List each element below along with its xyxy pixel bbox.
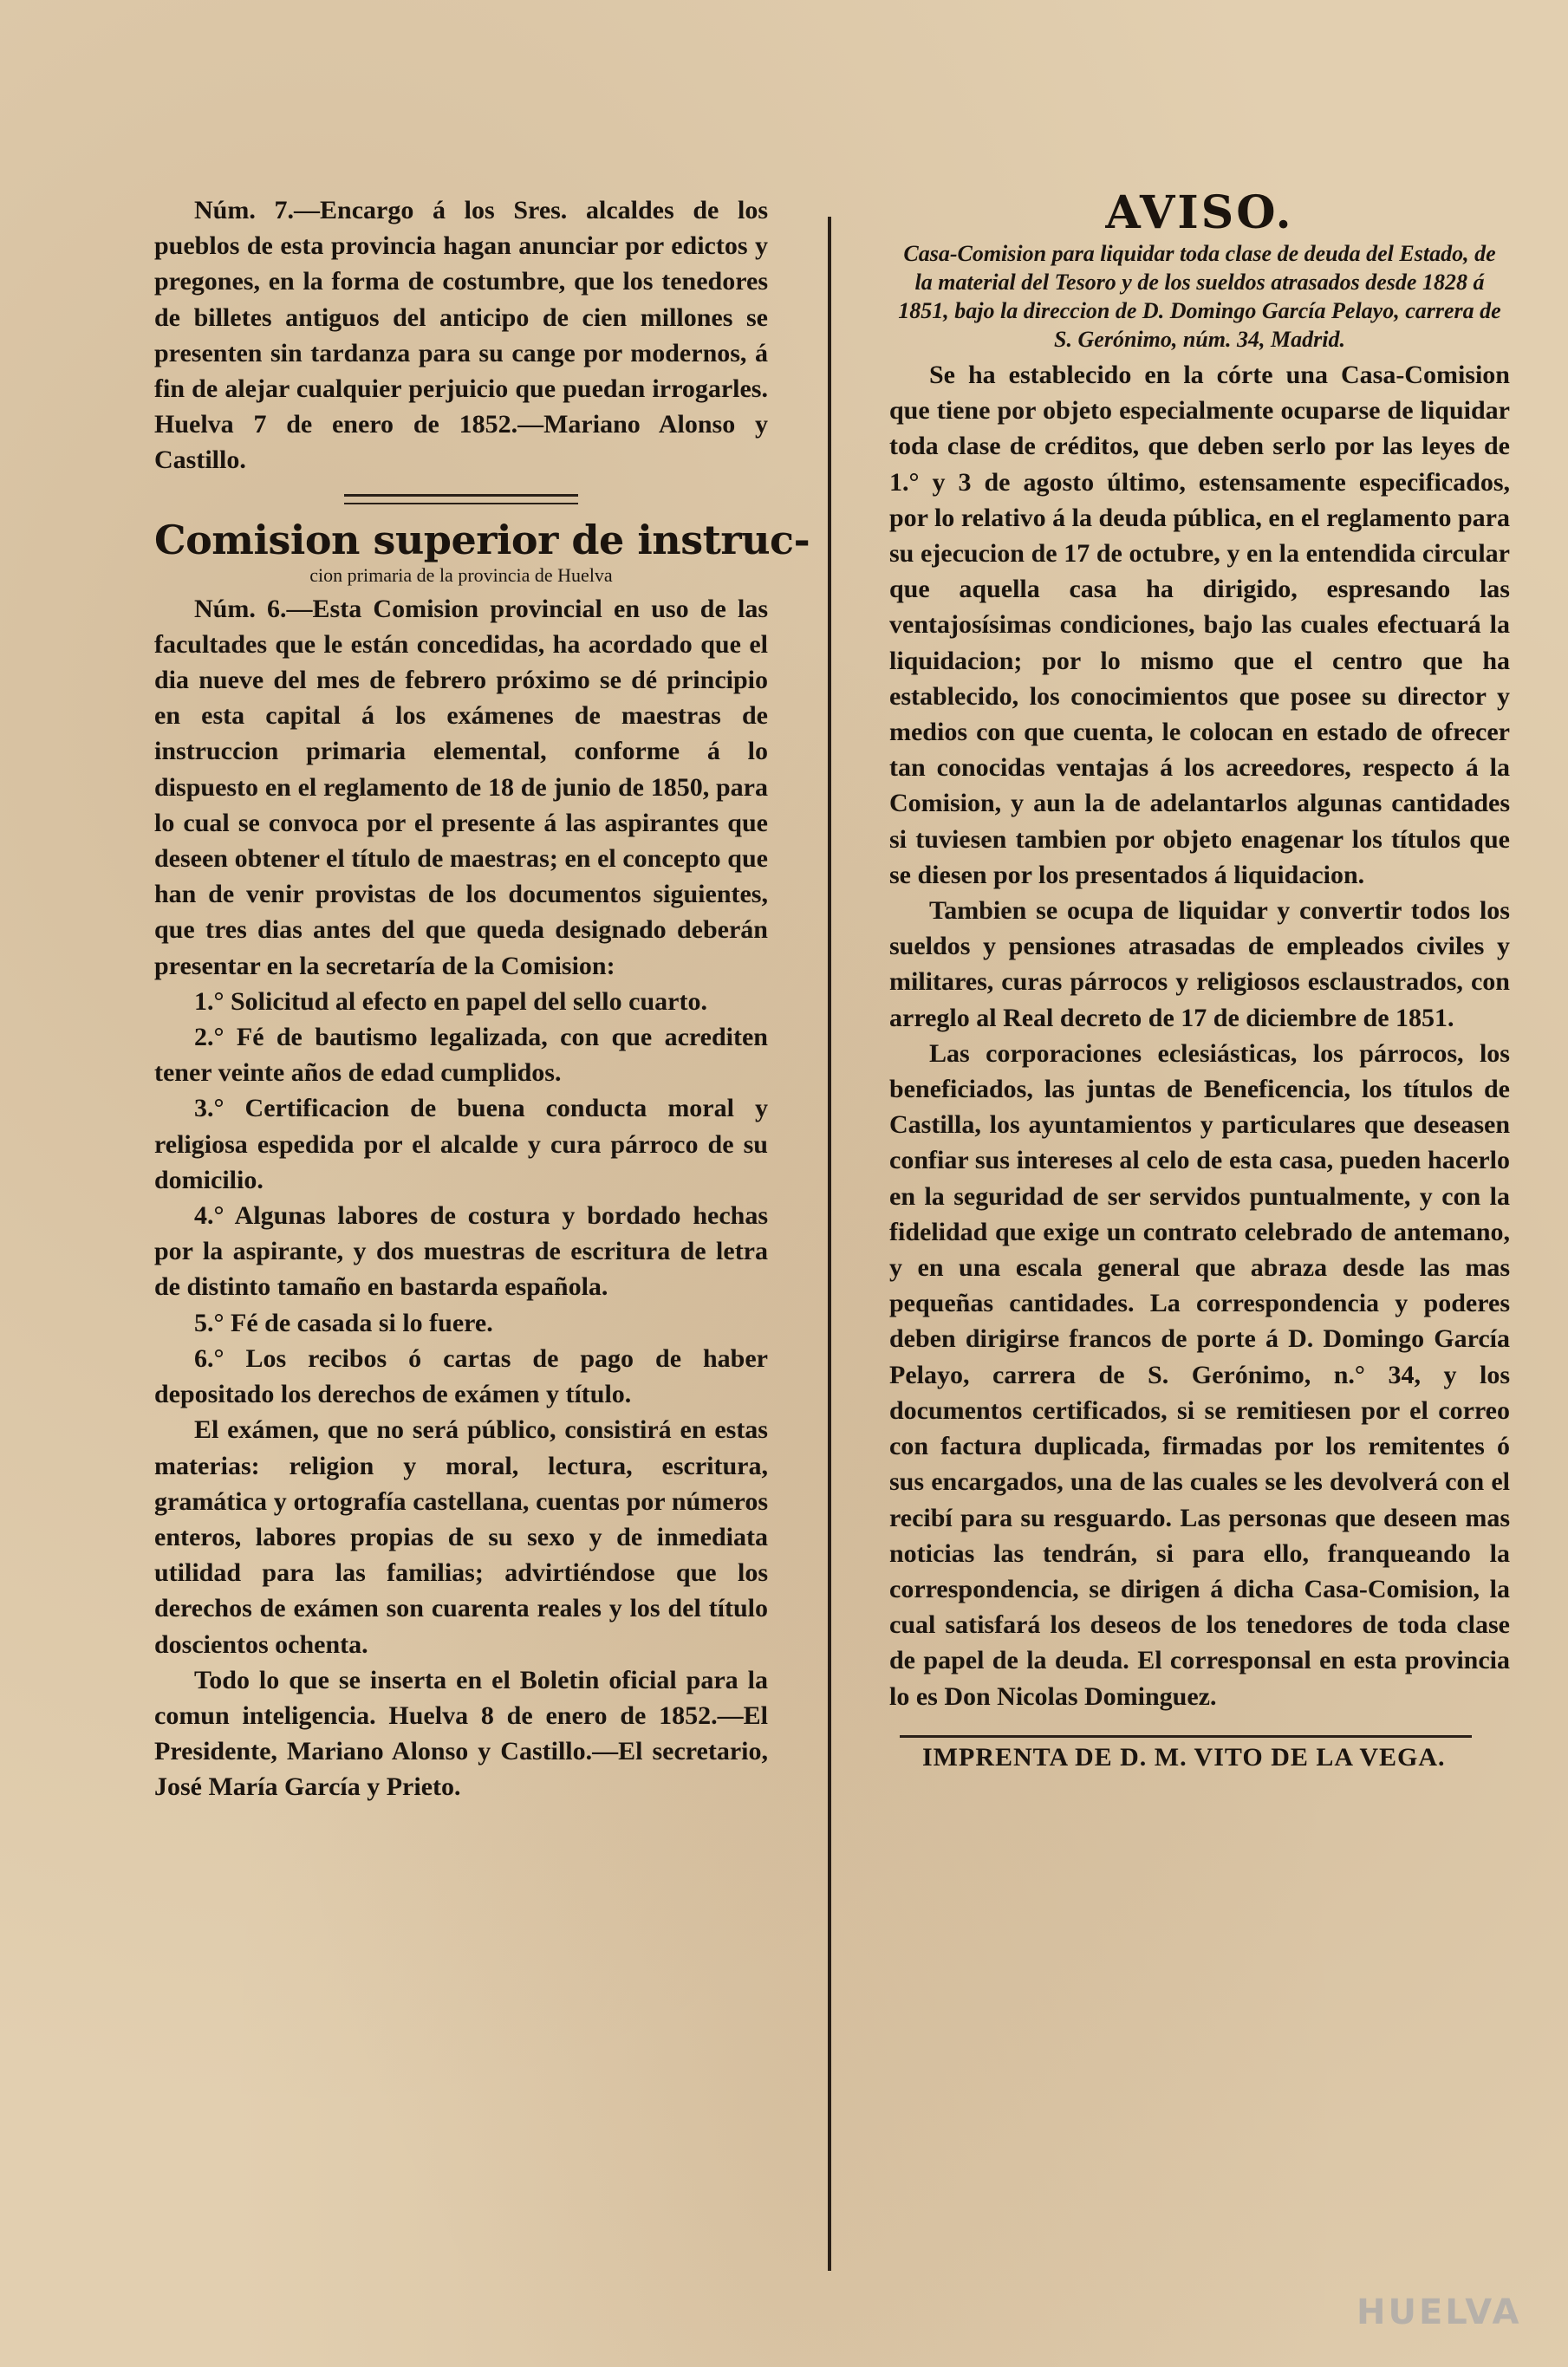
aviso-paragraph-2: Tambien se ocupa de liquidar y convertir todos los sueldos y pensiones atrasadas de empleados civiles y militares, curas párrocos y religiosos esclaustrados, con arreglo al Real decreto de 17 de diciembre de 1851. (889, 896, 1510, 1032)
column-divider (828, 217, 831, 2271)
closing-paragraph: Todo lo que se inserta en el Boletin oficial para la comun inteligencia. Huelva 8 de enero de 1852.—El Presidente, Mariano Alonso y Castillo.—El secretario, José María García y Prieto. (154, 1665, 768, 1802)
notice-num7: Núm. 7.—Encargo á los Sres. alcaldes de los pueblos de esta provincia hagan anunciar por edictos y pregones, en la forma de costumbre, que los tenedores de billetes antiguos del anticipo de cien millones se presenten sin tardanza para su cange por modernos, á fin de alejar cualquier perjuicio que puedan irrogarles. Huelva 7 de enero de 1852.—Mariano Alonso y Castillo. (154, 196, 768, 475)
aviso-heading: AVISO. (1105, 186, 1294, 239)
requirement-item: 3.° Certificacion de buena conducta moral y religiosa espedida por el alcalde y cura párroco de su domicilio. (154, 1094, 768, 1194)
requirement-item: 5.° Fé de casada si lo fuere. (194, 1308, 493, 1337)
aviso-paragraph-3: Las corporaciones eclesiásticas, los párrocos, los beneficiados, las juntas de Beneficencia, los títulos de Castilla, los ayuntamientos y particulares que deseasen confiar sus intereses al celo de esta casa, pueden hacerlo en la seguridad de ser servidos puntualmente, y con la fidelidad que exige un contrato celebrado de antemano, y en una escala general que abraza desde las mas pequeñas cantidades. La correspondencia y poderes deben dirigirse francos de porte á D. Domingo García Pelayo, carrera de S. Gerónimo, n.° 34, y los documentos certificados, si se remitiesen por el correo con factura duplicada, firmadas por los remitentes ó sus encargados, una de las cuales se les devolverá con el recibí para su resguardo. Las personas que deseen mas noticias las tendrán, si para ello, franqueando la correspondencia, se dirigen á dicha Casa-Comision, la cual satisfará los deseos de los tenedores de toda clase de papel de la deuda. El corresponsal en esta provincia lo es Don Nicolas Dominguez. (889, 1038, 1510, 1711)
requirement-item: 2.° Fé de bautismo legalizada, con que acrediten tener veinte años de edad cumplidos. (154, 1023, 768, 1088)
right-column (889, 186, 1510, 1772)
comision-subheading: cion primaria de la provincia de Huelva (309, 563, 613, 586)
left-column (154, 192, 810, 1805)
section-separator (344, 494, 578, 504)
notice-num6: Núm. 6.—Esta Comision provincial en uso de las facultades que le están concedidas, ha acordado que el dia nueve del mes de febrero próximo se dé principio en esta capital á los exámenes de maestras de instruccion primaria elemental, conforme á lo dispuesto en el reglamento de 18 de junio de 1850, para lo cual se convoca por el presente á las aspirantes que deseen obtener el título de maestras; en el concepto que han de venir provistas de los documentos siguientes, que tres dias antes del que queda designado deberán presentar en la secretaría de la Comision: (154, 594, 768, 980)
requirement-item: 1.° Solicitud al efecto en papel del sello cuarto. (194, 986, 707, 1016)
aviso-subheading: Casa-Comision para liquidar toda clase de deuda del Estado, de la material del Tesoro y de los sueldos atrasados desde 1828 á 1851, bajo la direccion de D. Domingo García Pelayo, carrera de S. Gerónimo, núm. 34, Madrid. (898, 241, 1501, 352)
comision-heading: Comision superior de instruc- (154, 516, 810, 563)
footer-rule (900, 1735, 1472, 1738)
aviso-paragraph-1: Se ha establecido en la córte una Casa-Comision que tiene por objeto especialmente ocuparse de liquidar toda clase de créditos, que deben serlo por las leyes de 1.° y 3 de agosto último, estensamente especificados, por lo relativo á la deuda pública, en el reglamento para su ejecucion de 17 de octubre, y en la entendida circular que aquella casa ha dirigido, espresando las ventajosísimas condiciones, bajo las cuales efectuará la liquidacion; por lo mismo que el centro que ha establecido, los conocimientos que posee su director y medios con que cuenta, le colocan en estado de ofrecer tan conocidas ventajas á los acreedores, respecto á la Comision, y aun la de adelantarlos algunas cantidades si tuviesen tambien por objeto enagenar los títulos que se diesen por los presentados á liquidacion. (889, 361, 1510, 889)
archive-watermark: HUELVA (1357, 2292, 1522, 2332)
requirement-item: 4.° Algunas labores de costura y bordado hechas por la aspirante, y dos muestras de escritura de letra de distinto tamaño en bastarda española. (154, 1201, 768, 1302)
imprenta-line: IMPRENTA DE D. M. VITO DE LA VEGA. (922, 1742, 1446, 1772)
requirement-item: 6.° Los recibos ó cartas de pago de haber depositado los derechos de exámen y título. (154, 1343, 768, 1409)
examen-paragraph: El exámen, que no será público, consistirá en estas materias: religion y moral, lectura, escritura, gramática y ortografía castellana, cuentas por números enteros, labores propias de su sexo y de inmediata utilidad para las familias; advirtiéndose que los derechos de exámen son cuarenta reales y los del título doscientos ochenta. (154, 1415, 768, 1659)
